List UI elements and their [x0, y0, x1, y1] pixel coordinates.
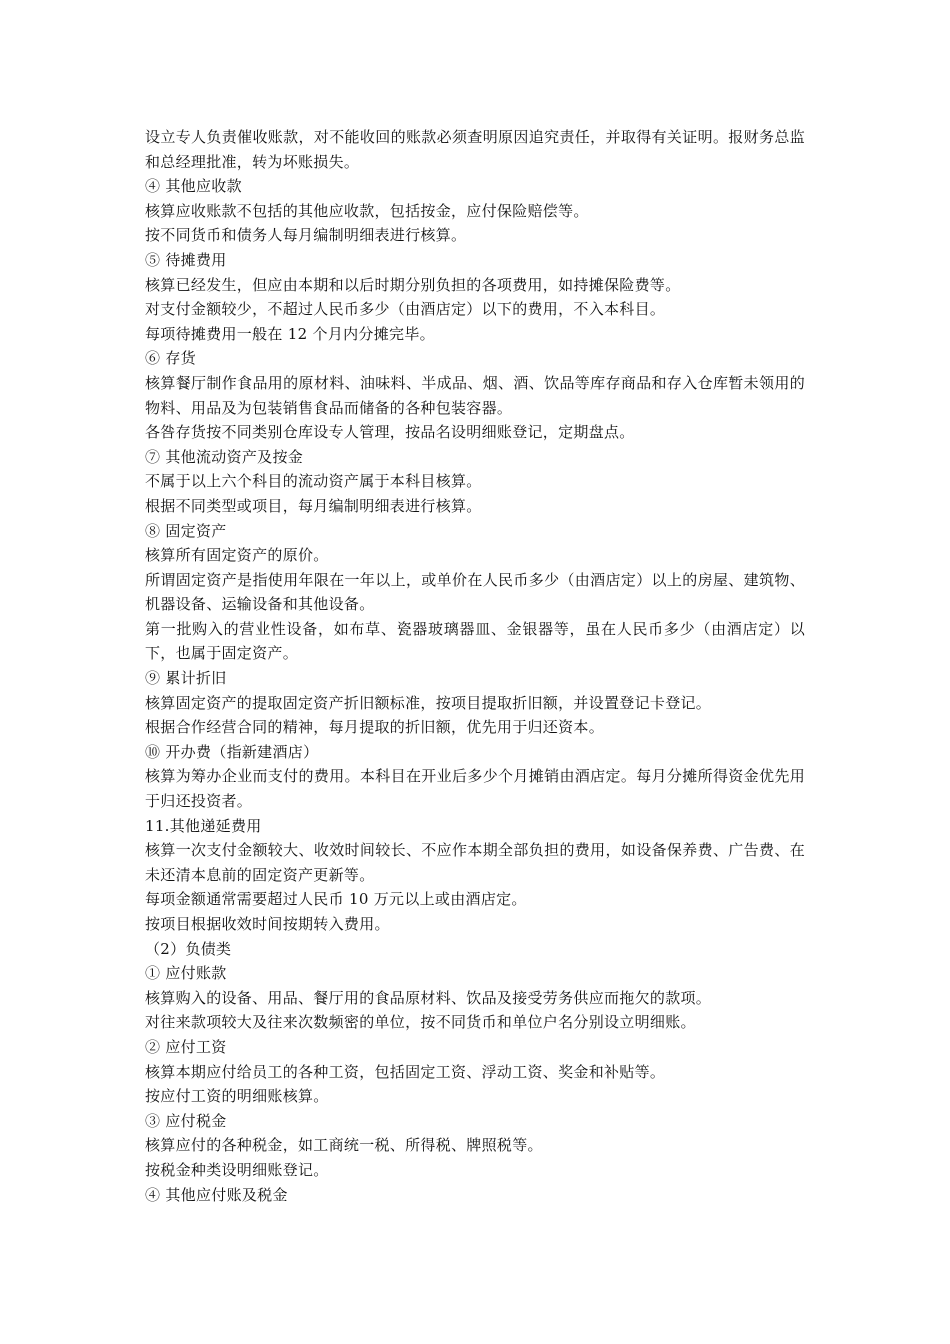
paragraph: 各咎存货按不同类别仓库设专人管理，按品名设明细账登记，定期盘点。 [145, 423, 635, 442]
section-heading: ⑦ 其他流动资产及按金 [145, 447, 304, 466]
paragraph: 核算所有固定资产的原价。 [145, 546, 329, 565]
section-heading: ⑧ 固定资产 [145, 521, 227, 540]
section-heading: ⑨ 累计折旧 [145, 669, 227, 688]
paragraph: 设立专人负责催收账款，对不能收回的账款必须查明原因追究责任，并取得有关证明。报财务总监和总经理批准，转为坏账损失。 [145, 128, 805, 171]
section-heading: ④ 其他应收款 [145, 177, 242, 196]
section-heading: ⑥ 存货 [145, 349, 196, 368]
paragraph: 核算固定资产的提取固定资产折旧额标准，按项目提取折旧额，并设置登记卡登记。 [145, 693, 712, 712]
paragraph: 每项金额通常需要超过人民币 10 万元以上或由酒店定。 [145, 890, 527, 909]
section-heading: ① 应付账款 [145, 964, 227, 983]
paragraph: 根据不同类型或项目，每月编制明细表进行核算。 [145, 496, 482, 515]
document-body [145, 125, 805, 1207]
paragraph: 对支付金额较少，不超过人民币多少（由酒店定）以下的费用，不入本科目。 [145, 300, 666, 319]
paragraph: 核算为筹办企业而支付的费用。本科目在开业后多少个月摊销由酒店定。每月分摊所得资金优先用于归还投资者。 [145, 767, 805, 811]
paragraph: 对往来款项较大及往来次数频密的单位，按不同货币和单位户名分别设立明细账。 [145, 1013, 696, 1032]
paragraph: 核算本期应付给员工的各种工资，包括固定工资、浮动工资、奖金和补贴等。 [145, 1062, 666, 1081]
paragraph: 第一批购入的营业性设备，如布草、瓷器玻璃器皿、金银器等，虽在人民币多少（由酒店定）以下，也属于固定资产。 [145, 619, 805, 663]
paragraph: 按不同货币和债务人每月编制明细表进行核算。 [145, 226, 467, 245]
paragraph: 根据合作经营合同的精神，每月提取的折旧额，优先用于归还资本。 [145, 718, 605, 737]
section-heading: ③ 应付税金 [145, 1111, 227, 1130]
section-heading: ② 应付工资 [145, 1037, 227, 1056]
paragraph: 核算应付的各种税金，如工商统一税、所得税、牌照税等。 [145, 1136, 543, 1155]
paragraph: 按应付工资的明细账核算。 [145, 1087, 329, 1106]
paragraph: 核算餐厅制作食品用的原材料、油味料、半成品、烟、酒、饮品等库存商品和存入仓库暂未领用的物料、用品及为包装销售食品而储备的各种包装容器。 [145, 373, 805, 417]
paragraph: 核算一次支付金额较大、收效时间较长、不应作本期全部负担的费用，如设备保养费、广告费、在未还清本息前的固定资产更新等。 [145, 841, 805, 884]
paragraph: 所谓固定资产是指使用年限在一年以上，或单价在人民币多少（由酒店定）以上的房屋、建筑物、机器设备、运输设备和其他设备。 [145, 570, 805, 614]
section-heading: 11.其他递延费用 [145, 816, 262, 835]
section-heading: ⑤ 待摊费用 [145, 250, 227, 269]
paragraph: 核算购入的设备、用品、餐厅用的食品原材料、饮品及接受劳务供应而拖欠的款项。 [145, 988, 712, 1007]
section-heading: ④ 其他应付账及税金 [145, 1185, 288, 1204]
paragraph: 按项目根据收效时间按期转入费用。 [145, 915, 390, 933]
paragraph: 核算已经发生，但应由本期和以后时期分别负担的各项费用，如持摊保险费等。 [145, 275, 681, 294]
paragraph: 每项待摊费用一般在 12 个月内分摊完毕。 [145, 324, 435, 343]
paragraph: 核算应收账款不包括的其他应收款，包括按金，应付保险赔偿等。 [145, 201, 589, 220]
paragraph: 不属于以上六个科目的流动资产属于本科目核算。 [145, 472, 482, 491]
section-heading: ⑩ 开办费（指新建酒店） [145, 742, 319, 761]
section-heading: （2）负债类 [145, 939, 232, 958]
paragraph: 按税金种类设明细账登记。 [145, 1160, 329, 1179]
